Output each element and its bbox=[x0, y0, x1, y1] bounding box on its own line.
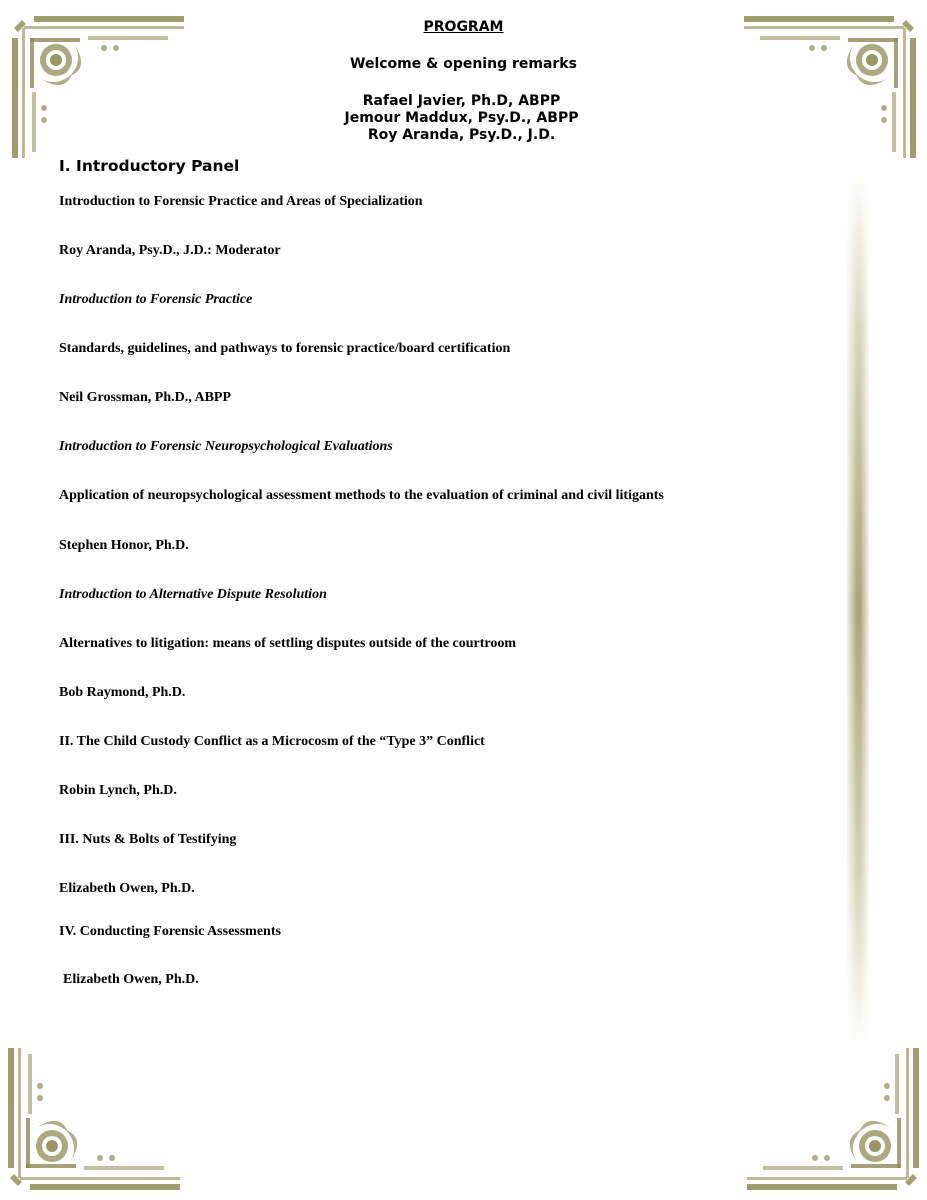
welcome-remarks-heading: Welcome & opening remarks bbox=[350, 56, 577, 72]
program-item: Introduction to Forensic Practice and Areas of Specialization bbox=[59, 194, 423, 209]
ornamental-corner-icon bbox=[0, 1028, 200, 1198]
opening-speaker: Roy Aranda, Psy.D., J.D. bbox=[367, 127, 556, 143]
program-item: Introduction to Forensic Practice bbox=[59, 292, 253, 307]
program-item: IV. Conducting Forensic Assessments bbox=[59, 924, 281, 939]
program-item: Application of neuropsychological assessment methods to the evaluation of criminal and civil litigants bbox=[59, 488, 664, 503]
program-item: Introduction to Forensic Neuropsychological Evaluations bbox=[59, 439, 393, 454]
opening-speakers bbox=[0, 93, 925, 144]
program-heading: PROGRAM bbox=[423, 19, 504, 35]
program-item: Stephen Honor, Ph.D. bbox=[59, 538, 189, 553]
program-item: II. The Child Custody Conflict as a Microcosm of the “Type 3” Conflict bbox=[59, 734, 485, 749]
introductory-panel-title: I. Introductory Panel bbox=[59, 157, 240, 175]
program-item: III. Nuts & Bolts of Testifying bbox=[59, 832, 237, 847]
opening-speaker: Rafael Javier, Ph.D, ABPP bbox=[362, 93, 561, 109]
program-item: Alternatives to litigation: means of settling disputes outside of the courtroom bbox=[59, 636, 517, 651]
opening-speaker: Jemour Maddux, Psy.D., ABPP bbox=[344, 110, 579, 126]
program-item: Elizabeth Owen, Ph.D. bbox=[63, 972, 199, 987]
program-item: Introduction to Alternative Dispute Resolution bbox=[59, 587, 327, 602]
program-item: Roy Aranda, Psy.D., J.D.: Moderator bbox=[59, 243, 281, 258]
program-item: Neil Grossman, Ph.D., ABPP bbox=[59, 390, 232, 405]
right-border-ornament bbox=[847, 170, 869, 1050]
program-item: Bob Raymond, Ph.D. bbox=[59, 685, 186, 700]
program-item: Standards, guidelines, and pathways to forensic practice/board certification bbox=[59, 341, 511, 356]
ornamental-corner-icon bbox=[727, 1028, 927, 1198]
program-item: Robin Lynch, Ph.D. bbox=[59, 783, 177, 798]
program-item: Elizabeth Owen, Ph.D. bbox=[59, 881, 195, 896]
